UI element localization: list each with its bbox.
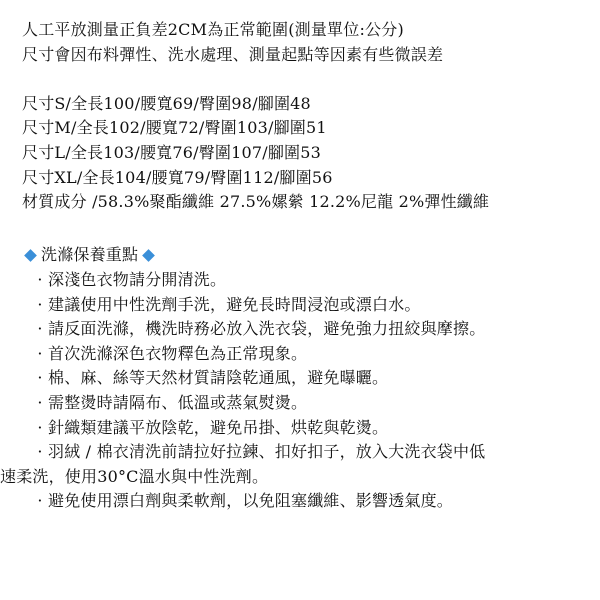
bullet-dot-icon: · [37,491,43,511]
product-description [0,18,592,514]
care-item-text: 棉、麻、絲等天然材質請陰乾通風，避免曝曬。 [48,368,389,388]
care-item [22,342,592,367]
care-item [22,416,592,441]
care-item-text: 建議使用中性洗劑手洗，避免長時間浸泡或漂白水。 [48,294,421,314]
diamond-left-icon [24,249,37,262]
size-row-xl: 尺寸XL/全長104/腰寬79/臀圍112/腳圍56 [22,167,333,187]
bullet-dot-icon: · [37,343,43,363]
care-item-text: 需整燙時請隔布、低溫或蒸氣熨燙。 [48,392,308,412]
care-heading-text: 洗滌保養重點 [41,245,139,265]
care-item [22,391,592,416]
material-composition: 材質成分 /58.3%聚酯纖維 27.5%嫘縈 12.2%尼龍 2%彈性纖維 [22,192,490,212]
spacer [22,67,592,92]
bullet-dot-icon: · [37,319,43,339]
care-item [22,366,592,391]
bullet-dot-icon: · [37,417,43,437]
care-item-text: 請反面洗滌，機洗時務必放入洗衣袋，避免強力扭絞與摩擦。 [48,319,486,339]
care-item-text: 深淺色衣物請分開清洗。 [48,269,227,289]
bullet-dot-icon: · [37,269,43,289]
care-item [22,440,592,465]
care-item-text: 避免使用漂白劑與柔軟劑，以免阻塞纖維、影響透氣度。 [48,491,454,511]
care-item [22,317,592,342]
size-row-m: 尺寸M/全長102/腰寬72/臀圍103/腳圍51 [22,118,327,138]
tolerance-note: 尺寸會因布料彈性、洗水處理、測量起點等因素有些微誤差 [22,44,444,64]
bullet-dot-icon: · [37,392,43,412]
care-item-text: 首次洗滌深色衣物釋色為正常現象。 [48,343,308,363]
care-item [22,489,592,514]
care-item-text: 羽絨 / 棉衣清洗前請拉好拉鍊、扣好扣子，放入大洗衣袋中低 [48,442,486,462]
spacer [22,215,592,240]
care-item [22,293,592,318]
care-heading [22,243,592,268]
bullet-dot-icon: · [37,294,43,314]
bullet-dot-icon: · [37,442,43,462]
measurement-note: 人工平放測量正負差2CM為正常範圍(測量單位:公分) [22,20,404,39]
bullet-dot-icon: · [37,368,43,388]
size-row-l: 尺寸L/全長103/腰寬76/臀圍107/腳圍53 [22,142,321,162]
care-item [22,268,592,293]
care-item-continuation: 速柔洗，使用30°C溫水與中性洗劑。 [0,466,269,486]
diamond-right-icon [142,249,155,262]
size-row-s: 尺寸S/全長100/腰寬69/臀圍98/腳圍48 [22,93,311,113]
care-item-text: 針織類建議平放陰乾，避免吊掛、烘乾與乾燙。 [48,417,389,437]
